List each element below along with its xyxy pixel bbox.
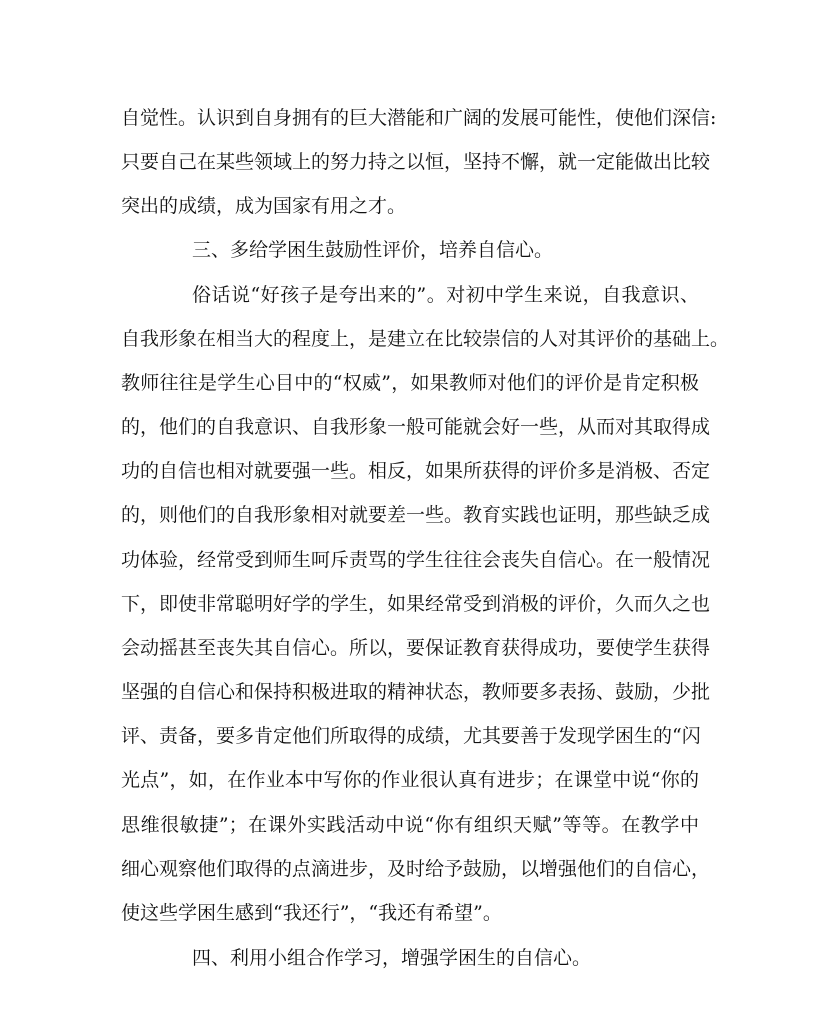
- paragraph-line: 光点”，如，在作业本中写你的作业很认真有进步；在课堂中说“你的: [121, 769, 699, 791]
- paragraph-line: 俗话说“好孩子是夸出来的”。对初中学生来说，自我意识、: [192, 284, 699, 306]
- paragraph-line: 下，即使非常聪明好学的学生，如果经常受到消极的评价，久而久之也: [121, 593, 711, 615]
- paragraph-line: 教师往往是学生心目中的“权威”，如果教师对他们的评价是肯定积极: [121, 372, 699, 394]
- paragraph-line: 使这些学困生感到“我还行”，“我还有希望”。: [121, 902, 502, 924]
- paragraph-line: 自觉性。认识到自身拥有的巨大潜能和广阔的发展可能性，使他们深信:: [121, 107, 717, 129]
- paragraph-line: 会动摇甚至丧失其自信心。所以，要保证教育获得成功，要使学生获得: [121, 637, 711, 659]
- paragraph-line: 细心观察他们取得的点滴进步，及时给予鼓励，以增强他们的自信心，: [121, 858, 711, 880]
- paragraph-line: 的，他们的自我意识、自我形象一般可能就会好一些，从而对其取得成: [121, 416, 711, 438]
- paragraph-line: 突出的成绩，成为国家有用之才。: [121, 195, 407, 217]
- section-heading-4: 四、利用小组合作学习，增强学困生的自信心。: [192, 947, 592, 969]
- paragraph-line: 功体验，经常受到师生呵斥责骂的学生往往会丧失自信心。在一般情况: [121, 549, 711, 571]
- paragraph-line: 思维很敏捷”；在课外实践活动中说“你有组织天赋”等等。在教学中: [121, 814, 699, 836]
- paragraph-line: 功的自信也相对就要强一些。相反，如果所获得的评价多是消极、否定: [121, 460, 711, 482]
- section-heading-3: 三、多给学困生鼓励性评价，培养自信心。: [192, 239, 554, 261]
- paragraph-line: 只要自己在某些领域上的努力持之以恒，坚持不懈，就一定能做出比较: [121, 151, 711, 173]
- paragraph-line: 评、责备，要多肯定他们所取得的成绩，尤其要善于发现学困生的“闪: [121, 725, 701, 747]
- paragraph-line: 坚强的自信心和保持积极进取的精神状态，教师要多表扬、鼓励，少批: [121, 681, 711, 703]
- paragraph-line: 自我形象在相当大的程度上，是建立在比较崇信的人对其评价的基础上。: [121, 328, 730, 350]
- paragraph-line: 的，则他们的自我形象相对就要差一些。教育实践也证明，那些缺乏成: [121, 504, 711, 526]
